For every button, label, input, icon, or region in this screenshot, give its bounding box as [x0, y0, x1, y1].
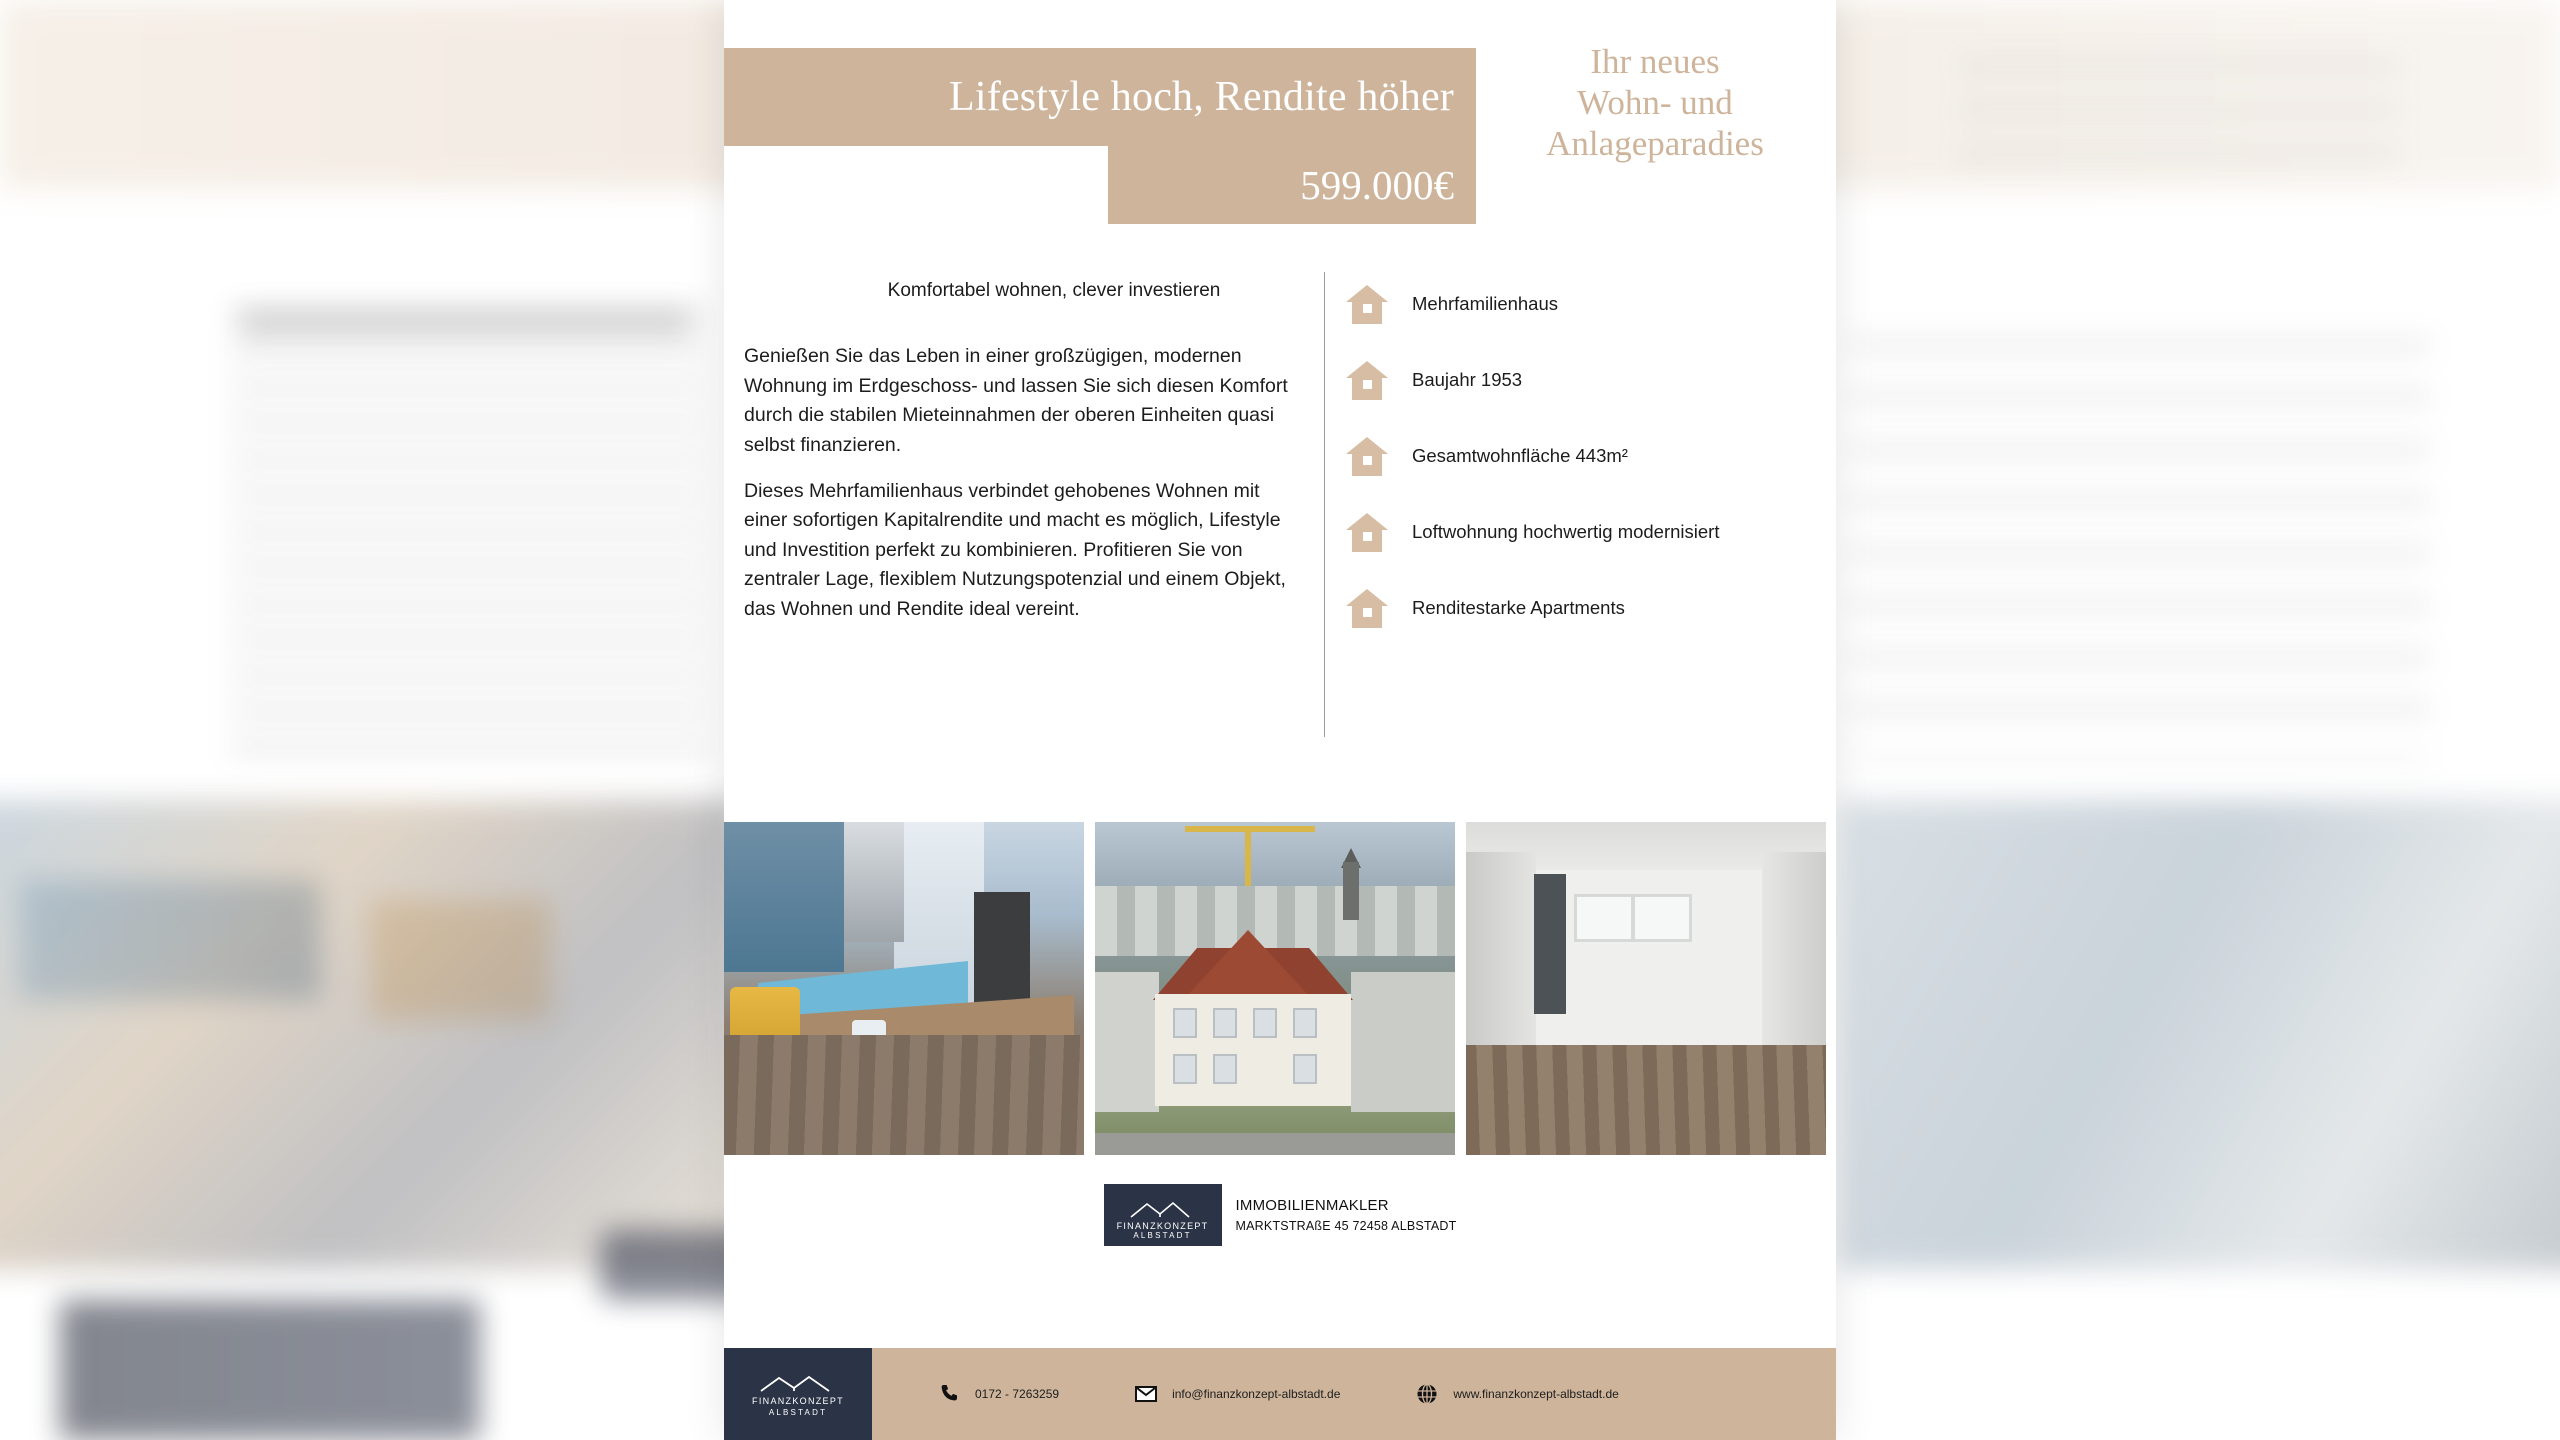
roof-logo-icon: [1127, 1199, 1199, 1219]
kicker-line-3: Anlageparadies: [1546, 123, 1764, 163]
body-paragraph-1: Genießen Sie das Leben in einer großzügigen, modernen Wohnung im Erdgeschoss- und lassen Sie sich diesen Komfort durch die stabilen Mieteinnahmen der oberen Einheiten quasi selbst finanzieren.: [744, 345, 1288, 456]
footer-email-text: info@finanzkonzept-albstadt.de: [1172, 1387, 1341, 1401]
headline-banner: [724, 48, 1476, 146]
footer-website-text: www.finanzkonzept-albstadt.de: [1453, 1387, 1619, 1401]
background-text-left: [230, 310, 710, 770]
photo-exterior: [1095, 822, 1455, 1155]
feature-item: [1344, 504, 1814, 560]
feature-label: Loftwohnung hochwertig modernisiert: [1412, 521, 1720, 543]
vertical-divider: [1324, 272, 1325, 737]
photo-kitchen: [724, 822, 1084, 1155]
background-photo-right: [1840, 800, 2560, 1270]
footer-logo-sub: ALBSTADT: [768, 1407, 828, 1417]
feature-label: Baujahr 1953: [1412, 369, 1523, 391]
footer-email[interactable]: [1133, 1381, 1340, 1407]
feature-item: [1344, 352, 1814, 408]
house-icon: [1344, 585, 1390, 631]
broker-address: MARKTSTRAßE 45 72458 ALBSTADT: [1235, 1219, 1457, 1233]
house-icon: [1344, 433, 1390, 479]
flyer-content: [724, 262, 1836, 822]
footer-logo: [724, 1348, 872, 1440]
feature-item: [1344, 276, 1814, 332]
kicker-line-2: Wohn- und: [1577, 82, 1733, 122]
background-text-right: [1850, 340, 2430, 760]
background-photo-bottom-left: [60, 1300, 480, 1440]
globe-icon: [1414, 1381, 1440, 1407]
feature-list: [1344, 276, 1814, 656]
subheadline: Komfortabel wohnen, clever investieren: [887, 280, 1221, 301]
phone-icon: [936, 1381, 962, 1407]
property-flyer: [724, 0, 1836, 1440]
house-icon: [1344, 281, 1390, 327]
broker-logo-sub: ALBSTADT: [1133, 1231, 1192, 1240]
price-banner: [1108, 146, 1476, 224]
footer-phone-text: 0172 - 7263259: [975, 1387, 1060, 1401]
roof-logo-icon: [755, 1372, 841, 1394]
feature-item: [1344, 580, 1814, 636]
broker-block: [724, 1184, 1836, 1246]
photo-gallery: [724, 822, 1836, 1155]
feature-label: Renditestarke Apartments: [1412, 597, 1625, 619]
broker-role: IMMOBILIENMAKLER: [1235, 1197, 1389, 1214]
broker-logo: [1104, 1184, 1222, 1246]
feature-item: [1344, 428, 1814, 484]
mail-icon: [1133, 1381, 1159, 1407]
body-copy: [744, 342, 1304, 625]
broker-details: [1236, 1197, 1457, 1233]
price-value: 599.000€: [1300, 162, 1454, 208]
background-heading-right: [1960, 60, 2400, 170]
footer-phone[interactable]: [936, 1381, 1059, 1407]
feature-label: Mehrfamilienhaus: [1412, 293, 1559, 315]
page-title: Lifestyle hoch, Rendite höher: [949, 74, 1454, 120]
background-photo-left: [0, 800, 740, 1270]
footer-bar: [724, 1348, 1836, 1440]
kicker-line-1: Ihr neues: [1590, 42, 1720, 81]
body-paragraph-2: Dieses Mehrfamilienhaus verbindet gehobenes Wohnen mit einer sofortigen Kapitalrendite und macht es möglich, Lifestyle und Investition perfekt zu kombinieren. Profitieren Sie von zentraler Lage, flexiblem Nutzungspotenzial und einem Objekt, das Wohnen und Rendite ideal vereint.: [744, 479, 1286, 620]
feature-label: Gesamtwohnfläche 443m²: [1412, 445, 1628, 467]
house-icon: [1344, 509, 1390, 555]
house-icon: [1344, 357, 1390, 403]
broker-logo-name: FINANZKONZEPT: [1116, 1221, 1209, 1231]
footer-logo-name: FINANZKONZEPT: [752, 1395, 844, 1406]
kicker-text: [1480, 42, 1830, 165]
photo-empty-room: [1466, 822, 1826, 1155]
flyer-header: [724, 0, 1836, 262]
footer-website[interactable]: [1414, 1381, 1618, 1407]
